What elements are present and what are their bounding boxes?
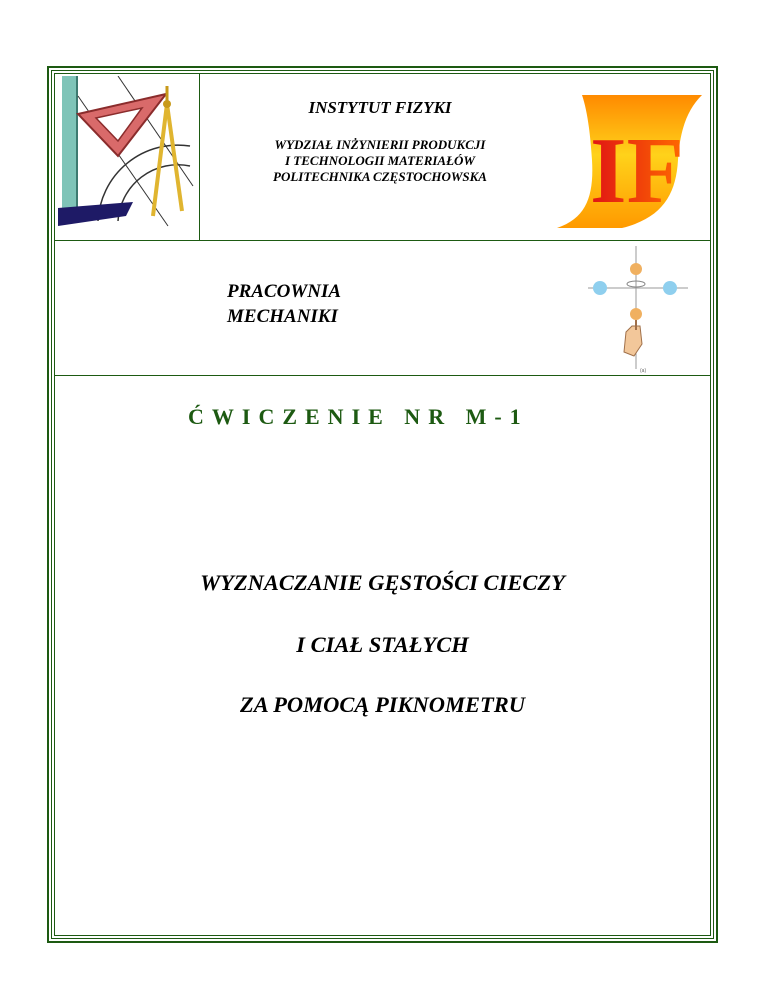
faculty-line: I TECHNOLOGII MATERIAŁÓW [285,153,475,168]
title-line: I CIAŁ STAŁYCH [296,632,469,657]
lab-name [227,279,341,329]
logo-divider [199,73,200,241]
title-line: ZA POMOCĄ PIKNOMETRU [239,692,526,717]
lab-line: MECHANIKI [227,306,338,327]
faculty-line: POLITECHNIKA CZĘSTOCHOWSKA [273,169,487,184]
svg-text:IF: IF [590,119,684,223]
rotating-masses-diagram [582,244,700,379]
exercise-number: ĆWICZENIE NR M-1 [188,404,529,429]
lab-line: PRACOWNIA [227,281,342,302]
title-line: WYZNACZANIE GĘSTOŚCI CIECZY [200,570,565,595]
svg-text:(a): (a) [640,368,647,374]
if-logo [552,90,707,235]
faculty-line: WYDZIAŁ INŻYNIERII PRODUKCJI [274,137,486,152]
faculty-block [210,137,550,185]
institute-title: INSTYTUT FIZYKI [308,98,452,117]
drafting-tools-icon [58,76,196,241]
